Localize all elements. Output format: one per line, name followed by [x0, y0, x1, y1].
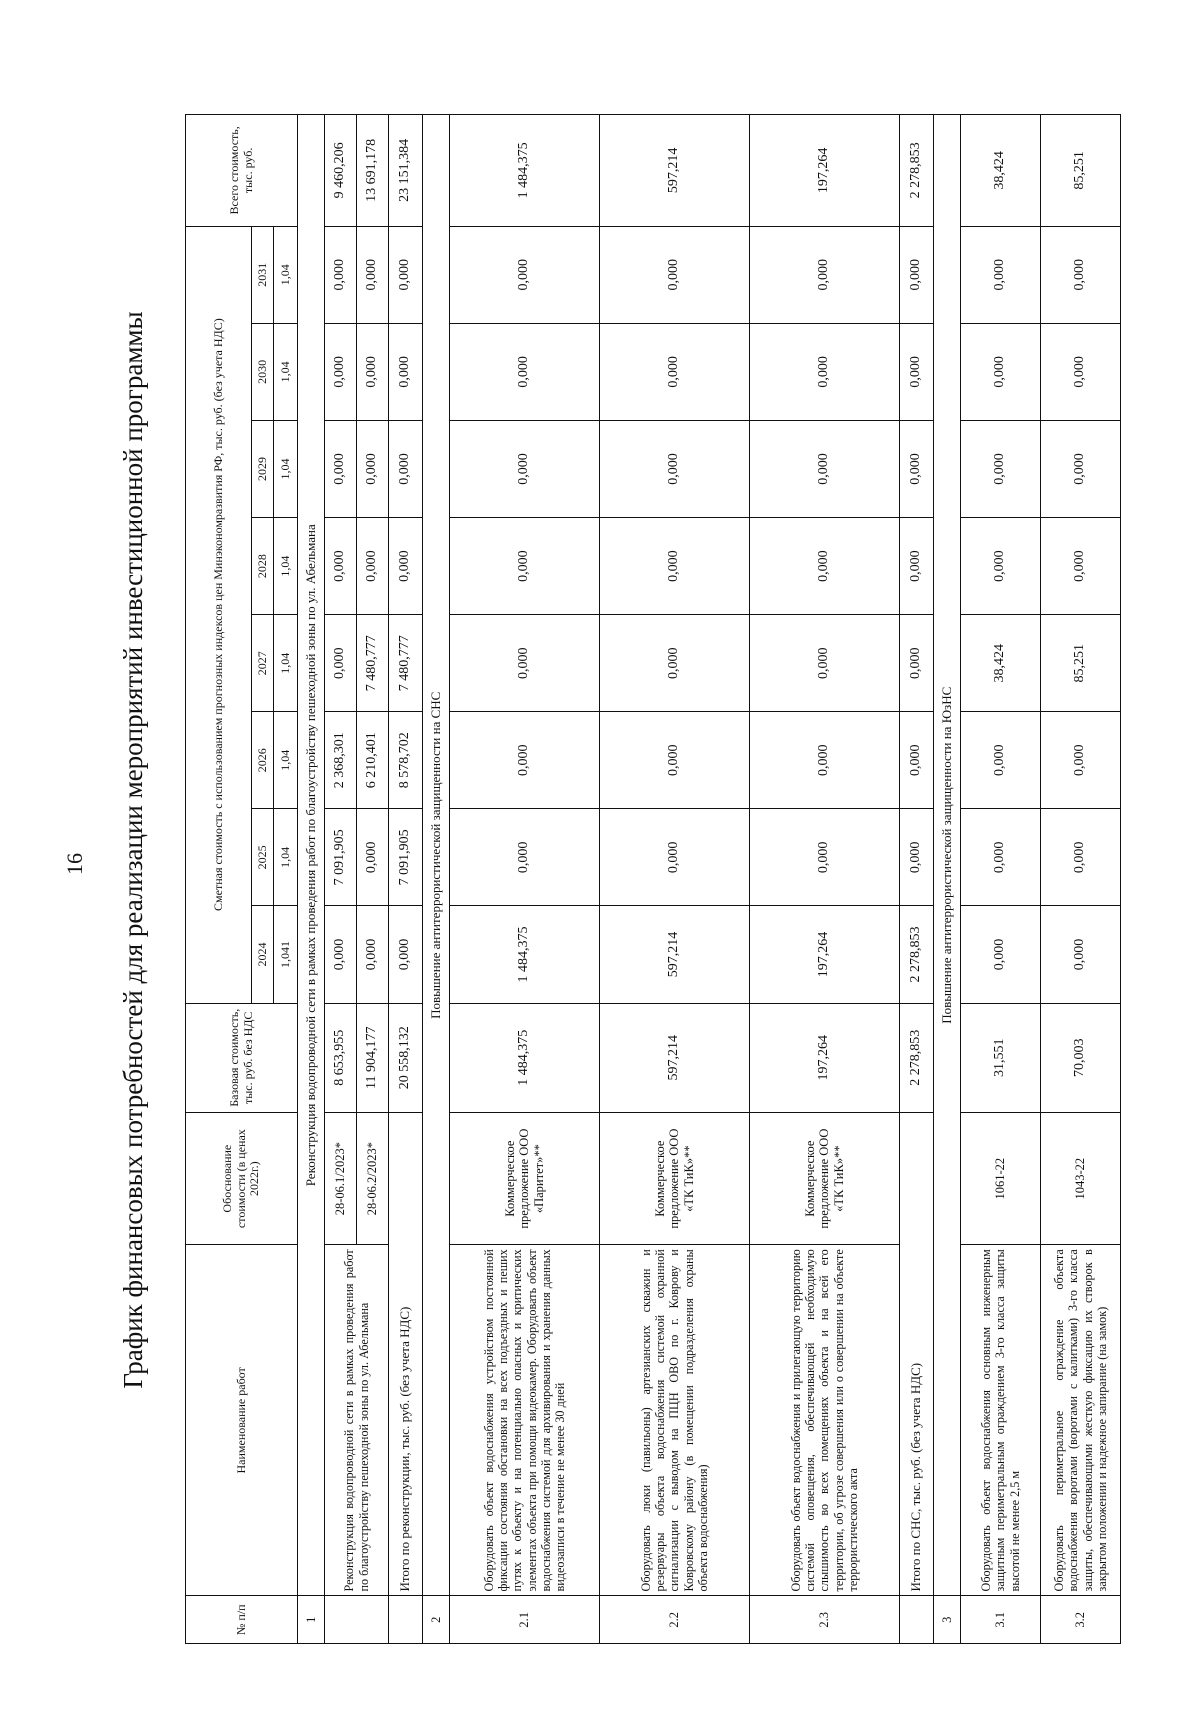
year-value-cell: 0,000	[325, 906, 357, 1003]
year-header: 2028	[252, 518, 274, 615]
year-value-cell: 0,000	[325, 518, 357, 615]
total-cell: 85,251	[1041, 115, 1121, 227]
subtotal-year-value: 0,000	[900, 712, 934, 809]
year-value-cell: 2 368,301	[325, 712, 357, 809]
section-number: 3	[934, 1596, 961, 1644]
subtotal-year-value: 0,000	[389, 420, 423, 517]
year-value-cell: 0,000	[450, 323, 600, 420]
total-cell: 38,424	[961, 115, 1041, 227]
year-value-cell: 38,424	[961, 615, 1041, 712]
year-value-cell: 0,000	[961, 906, 1041, 1003]
year-header: 2029	[252, 420, 274, 517]
section-title: Реконструкция водопроводной сети в рамках проведения работ по благоустройству пешеходной зоны по ул. Абельмана	[298, 115, 325, 1596]
subtotal-year-value: 0,000	[389, 323, 423, 420]
year-header: 2030	[252, 323, 274, 420]
work-name: Оборудовать люки (павильоны) артезианских скважин и резервуары объекта водоснабжения системой охранной сигнализации с выводом на ПЦН ОВО по г. Коврову и Ковровскому району (в помещении подразделения охраны объекта водоснабжения)	[600, 1245, 750, 1596]
table-row	[325, 115, 357, 1644]
year-value-cell: 0,000	[357, 226, 389, 323]
index-header: 1,04	[274, 323, 298, 420]
work-name: Оборудовать объект водоснабжения устройством постоянной фиксации состояния обстановки на всех подъездных и пеших путях к объекту и на потенциально опасных и критических элементах объекта при помощи видеокамер. Оборудовать объект водоснабжения системой для архивирования и хранения данных видеозаписи в течение не менее 30 дней	[450, 1245, 600, 1596]
year-value-cell: 7 091,905	[325, 809, 357, 906]
section-number: 1	[298, 1596, 325, 1644]
page-number: 16	[62, 853, 87, 875]
total-cell: 597,214	[600, 115, 750, 227]
base-cost-cell: 8 653,955	[325, 1003, 357, 1113]
basis-cell: Коммерческое предложение ООО «ТК ТиК»**	[600, 1113, 750, 1245]
section-title: Повышение антитеррористической защищенности на ЮзНС	[934, 115, 961, 1596]
basis-cell: 1043-22	[1041, 1113, 1121, 1245]
subtotal-year-value: 0,000	[900, 323, 934, 420]
year-value-cell: 0,000	[600, 809, 750, 906]
table-row	[750, 115, 900, 1644]
year-value-cell: 0,000	[325, 226, 357, 323]
year-value-cell: 0,000	[961, 712, 1041, 809]
year-value-cell: 0,000	[750, 323, 900, 420]
year-value-cell: 0,000	[750, 809, 900, 906]
table-row	[600, 115, 750, 1644]
subtotal-year-value: 7 091,905	[389, 809, 423, 906]
subtotal-year-value: 7 480,777	[389, 615, 423, 712]
basis-cell: Коммерческое предложение ООО «ТК ТиК»**	[750, 1113, 900, 1245]
subtotal-base: 2 278,853	[900, 1003, 934, 1113]
document-title: График финансовых потребностей для реализации мероприятий инвестиционной программы	[118, 311, 148, 1389]
header-total: Всего стоимость, тыс. руб.	[186, 115, 298, 227]
section-row	[934, 115, 961, 1644]
basis-cell: 1061-22	[961, 1113, 1041, 1245]
basis-cell: Коммерческое предложение ООО «Паритет»**	[450, 1113, 600, 1245]
table-row	[961, 115, 1041, 1644]
subtotal-year-value: 0,000	[900, 615, 934, 712]
year-value-cell: 0,000	[450, 226, 600, 323]
year-value-cell: 0,000	[961, 518, 1041, 615]
index-header: 1,04	[274, 518, 298, 615]
subtotal-spacer	[900, 1596, 934, 1644]
header-basis: Обоснование стоимости (в ценах 2022г.)	[186, 1113, 298, 1245]
year-value-cell: 0,000	[450, 518, 600, 615]
subtotal-year-value: 0,000	[900, 518, 934, 615]
work-name: Реконструкция водопроводной сети в рамках проведения работ по благоустройству пешеходной зоны по ул. Абельмана	[325, 1245, 389, 1596]
investment-table	[185, 114, 1121, 1644]
year-value-cell: 0,000	[1041, 712, 1121, 809]
total-cell: 9 460,206	[325, 115, 357, 227]
header-num: № п/п	[186, 1596, 298, 1644]
year-value-cell: 0,000	[450, 420, 600, 517]
work-name: Оборудовать объект водоснабжения и прилегающую территорию системой оповещения, обеспечивающей необходимую слышимость во всех помещениях объекта и на всей его территории, об угрозе совершения или о совершении на объекте террористического акта	[750, 1245, 900, 1596]
subtotal-label: Итого по СНС, тыс. руб. (без учета НДС)	[900, 1113, 934, 1596]
year-value-cell: 0,000	[1041, 323, 1121, 420]
header-name: Наименование работ	[186, 1245, 298, 1596]
subtotal-total: 23 151,384	[389, 115, 423, 227]
year-value-cell: 0,000	[357, 906, 389, 1003]
year-value-cell: 0,000	[750, 615, 900, 712]
year-value-cell: 0,000	[1041, 809, 1121, 906]
year-value-cell: 0,000	[750, 712, 900, 809]
subtotal-label: Итого по реконструкции, тыс. руб. (без учета НДС)	[389, 1113, 423, 1596]
base-cost-cell: 597,214	[600, 1003, 750, 1113]
section-title: Повышение антитеррористической защищенности на СНС	[423, 115, 450, 1596]
year-header: 2024	[252, 906, 274, 1003]
year-value-cell: 197,264	[750, 906, 900, 1003]
table-row	[450, 115, 600, 1644]
base-cost-cell: 1 484,375	[450, 1003, 600, 1113]
year-value-cell: 0,000	[450, 809, 600, 906]
year-value-cell: 0,000	[1041, 906, 1121, 1003]
work-name: Оборудовать объект водоснабжения основным инженерным защитным периметральным ограждением 3-го класса защиты высотой не менее 2,5 м	[961, 1245, 1041, 1596]
work-name: Оборудовать периметральное ограждение объекта водоснабжения воротами (воротами с калитками) 3-го класса защиты, обеспечивающими жесткую фиксацию их створок в закрытом положении и надежное запирание (на замок)	[1041, 1245, 1121, 1596]
year-value-cell: 0,000	[600, 420, 750, 517]
section-row	[423, 115, 450, 1644]
row-number: 3.2	[1041, 1596, 1121, 1644]
year-header: 2025	[252, 809, 274, 906]
year-value-cell: 0,000	[600, 615, 750, 712]
row-number: 2.3	[750, 1596, 900, 1644]
table-body	[298, 115, 1121, 1644]
subtotal-total: 2 278,853	[900, 115, 934, 227]
section-row	[298, 115, 325, 1644]
subtotal-year-value: 0,000	[900, 226, 934, 323]
year-value-cell: 0,000	[961, 809, 1041, 906]
index-header: 1,04	[274, 420, 298, 517]
base-cost-cell: 31,551	[961, 1003, 1041, 1113]
year-value-cell: 0,000	[961, 323, 1041, 420]
year-value-cell: 0,000	[600, 226, 750, 323]
index-header: 1,04	[274, 809, 298, 906]
year-value-cell: 7 480,777	[357, 615, 389, 712]
basis-cell: 28-06.2/2023*	[357, 1113, 389, 1245]
subtotal-year-value: 8 578,702	[389, 712, 423, 809]
index-header: 1,041	[274, 906, 298, 1003]
year-value-cell: 1 484,375	[450, 906, 600, 1003]
subtotal-base: 20 558,132	[389, 1003, 423, 1113]
year-value-cell: 0,000	[600, 518, 750, 615]
year-header: 2026	[252, 712, 274, 809]
subtotal-year-value: 0,000	[389, 518, 423, 615]
row-number: 2.1	[450, 1596, 600, 1644]
year-value-cell: 0,000	[961, 420, 1041, 517]
year-header: 2031	[252, 226, 274, 323]
subtotal-year-value: 0,000	[389, 226, 423, 323]
subtotal-row	[389, 115, 423, 1644]
index-header: 1,04	[274, 712, 298, 809]
year-value-cell: 0,000	[357, 518, 389, 615]
year-value-cell: 6 210,401	[357, 712, 389, 809]
base-cost-cell: 70,003	[1041, 1003, 1121, 1113]
year-value-cell: 0,000	[325, 323, 357, 420]
year-value-cell: 0,000	[325, 420, 357, 517]
row-number: 2.2	[600, 1596, 750, 1644]
subtotal-year-value: 2 278,853	[900, 906, 934, 1003]
table-header	[186, 115, 298, 1644]
total-cell: 13 691,178	[357, 115, 389, 227]
year-value-cell: 0,000	[750, 420, 900, 517]
year-value-cell: 0,000	[750, 518, 900, 615]
year-value-cell: 0,000	[325, 615, 357, 712]
year-value-cell: 0,000	[600, 323, 750, 420]
year-header: 2027	[252, 615, 274, 712]
basis-cell: 28-06.1/2023*	[325, 1113, 357, 1245]
subtotal-year-value: 0,000	[900, 809, 934, 906]
year-value-cell: 0,000	[450, 615, 600, 712]
year-value-cell: 0,000	[750, 226, 900, 323]
subtotal-row	[900, 115, 934, 1644]
base-cost-cell: 11 904,177	[357, 1003, 389, 1113]
year-value-cell: 0,000	[357, 323, 389, 420]
year-value-cell: 85,251	[1041, 615, 1121, 712]
section-number: 2	[423, 1596, 450, 1644]
year-value-cell: 0,000	[961, 226, 1041, 323]
header-base-cost: Базовая стоимость, тыс. руб. без НДС	[186, 1003, 298, 1113]
year-value-cell: 0,000	[357, 420, 389, 517]
year-value-cell: 0,000	[357, 809, 389, 906]
index-header: 1,04	[274, 615, 298, 712]
total-cell: 197,264	[750, 115, 900, 227]
header-estimate: Сметная стоимость с использованием прогнозных индексов цен Минэкономразвития РФ, тыс. руб. (без учета НДС)	[186, 226, 252, 1003]
base-cost-cell: 197,264	[750, 1003, 900, 1113]
row-number	[325, 1596, 389, 1644]
subtotal-spacer	[389, 1596, 423, 1644]
year-value-cell: 0,000	[1041, 420, 1121, 517]
subtotal-year-value: 0,000	[389, 906, 423, 1003]
year-value-cell: 597,214	[600, 906, 750, 1003]
row-number: 3.1	[961, 1596, 1041, 1644]
table-row	[1041, 115, 1121, 1644]
year-value-cell: 0,000	[1041, 518, 1121, 615]
total-cell: 1 484,375	[450, 115, 600, 227]
index-header: 1,04	[274, 226, 298, 323]
subtotal-year-value: 0,000	[900, 420, 934, 517]
year-value-cell: 0,000	[600, 712, 750, 809]
year-value-cell: 0,000	[1041, 226, 1121, 323]
year-value-cell: 0,000	[450, 712, 600, 809]
